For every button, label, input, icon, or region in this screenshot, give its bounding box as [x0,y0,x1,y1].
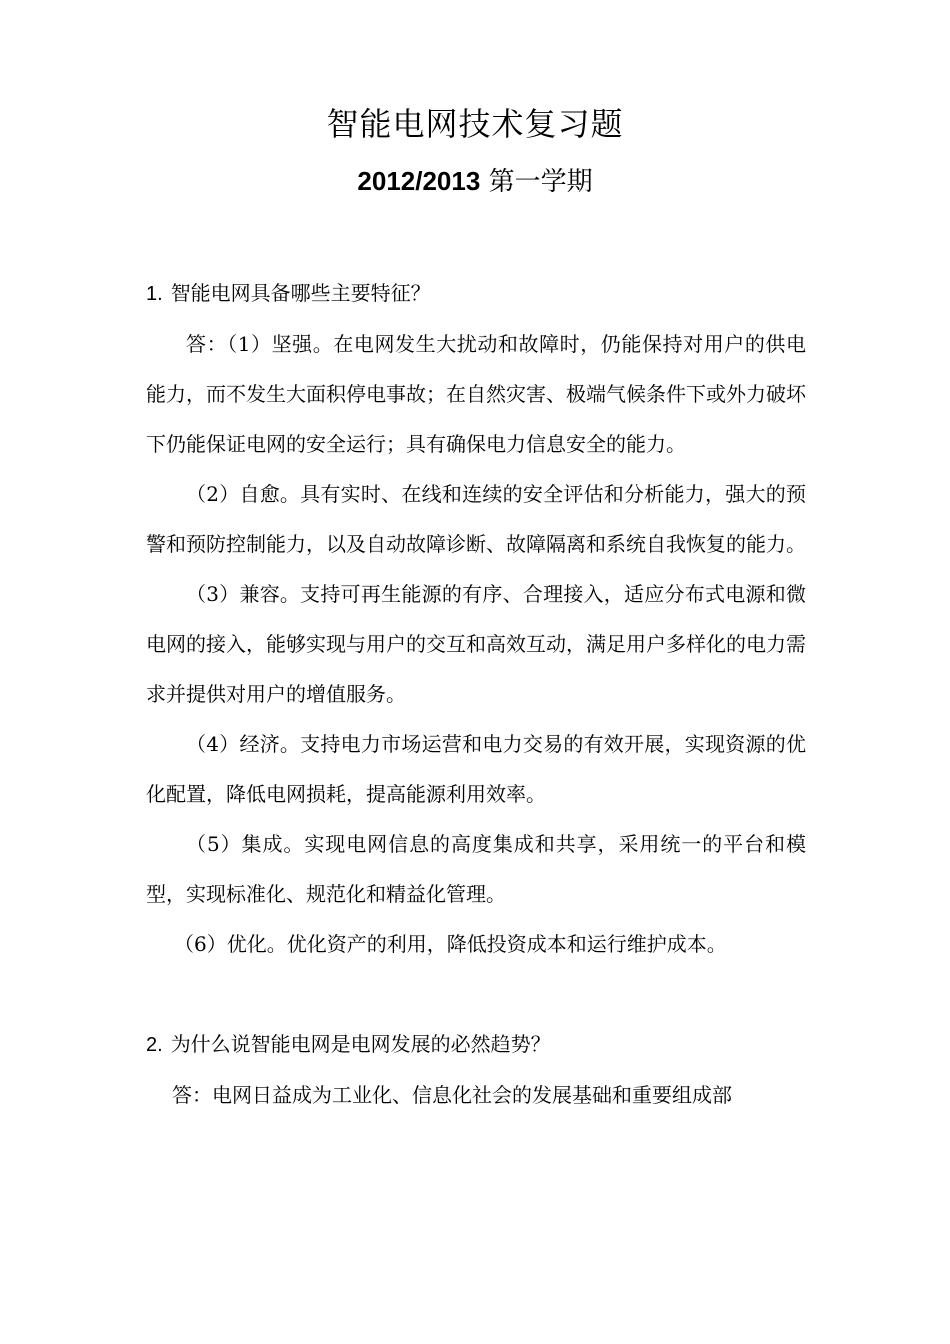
answer-paragraph: 答：（1）坚强。在电网发生大扰动和故障时，仍能保持对用户的供电能力，而不发生大面积停电事故；在自然灾害、极端气候条件下或外力破坏下仍能保证电网的安全运行；具有确保电力信息安全的能力。 [146,332,806,456]
answer-paragraph: （4）经济。支持电力市场运营和电力交易的有效开展，实现资源的优化配置，降低电网损耗，提高能源利用效率。 [146,732,806,806]
academic-year: 2012/2013 [357,166,481,196]
question-number: 1. [146,283,163,305]
question-1 [146,268,806,319]
document-body [146,268,806,1120]
question-2 [146,1019,806,1070]
answer-paragraph: （5）集成。实现电网信息的高度集成和共享，采用统一的平台和模型，实现标准化、规范化和精益化管理。 [146,832,806,906]
answer-paragraph: 答：电网日益成为工业化、信息化社会的发展基础和重要组成部 [172,1083,732,1107]
answer-paragraph: （2）自愈。具有实时、在线和连续的安全评估和分析能力，强大的预警和预防控制能力，以及自动故障诊断、故障隔离和系统自我恢复的能力。 [146,482,806,556]
section-spacer [146,969,806,1019]
question-text: 智能电网具备哪些主要特征？ [170,281,431,305]
term-label: 第一学期 [480,167,593,197]
answer-paragraph: （6）优化。优化资产的利用，降低投资成本和运行维护成本。 [174,932,727,956]
question-text: 为什么说智能电网是电网发展的必然趋势？ [170,1032,551,1056]
answer-paragraph: （3）兼容。支持可再生能源的有序、合理接入，适应分布式电源和微电网的接入，能够实现与用户的交互和高效互动，满足用户多样化的电力需求并提供对用户的增值服务。 [146,582,806,706]
question-number: 2. [146,1034,163,1056]
document-title: 智能电网技术复习题 [326,105,624,143]
document-subtitle [0,164,950,199]
